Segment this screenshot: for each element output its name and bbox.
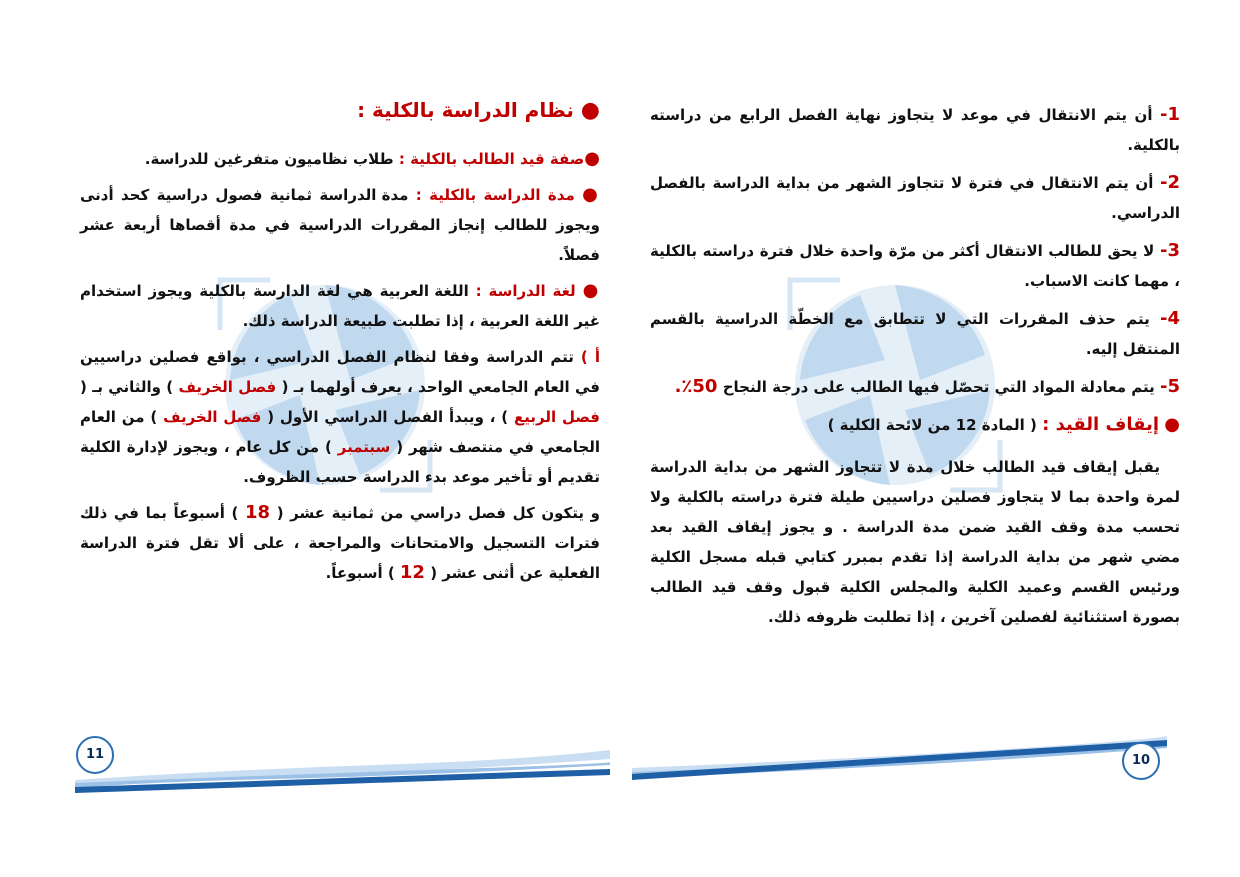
weeks-number: 18 <box>244 502 271 523</box>
list-item <box>80 180 600 270</box>
bullet-icon: ● <box>582 280 600 301</box>
pass-percentage: 50٪. <box>674 376 718 397</box>
bullet-icon: ● <box>580 98 600 123</box>
rule-item <box>650 304 1180 364</box>
item-label: صفة قيد الطالب بالكلية : <box>398 150 585 168</box>
left-heading <box>80 95 600 126</box>
right-page <box>620 0 1240 877</box>
bullet-icon: ● <box>1164 414 1180 435</box>
para-text: تتم الدراسة وفقا لنظام الفصل الدراسي ، بواقع فصلين دراسيين في العام الجامعي الواحد ، يعرف أولهما بـ ( <box>80 348 600 396</box>
para-text: ) أسبوعاً بما في ذلك فترات التسجيل والامتحانات والمراجعة ، على ألا تقل فترة الدراسة الفعلية عن أثنى عشر ( <box>80 504 600 582</box>
left-column <box>80 95 600 588</box>
right-column <box>650 100 1180 632</box>
paragraph-a <box>80 342 600 492</box>
rule-number: 4- <box>1159 308 1180 329</box>
bullet-icon: ● <box>582 184 600 205</box>
item-text: مدة الدراسة ثمانية فصول دراسية كحد أدنى ويجوز للطالب إنجاز المقررات الدراسية في مدة أقصاها أربعة عشر فصلاً. <box>80 186 600 264</box>
section-title: نظام الدراسة بالكلية : <box>357 98 574 122</box>
rule-item <box>650 100 1180 160</box>
rule-number: 3- <box>1159 240 1180 261</box>
suspension-text: يقبل إيقاف قيد الطالب خلال مدة لا تتجاوز الشهر من بداية الدراسة لمرة واحدة بما لا يتجاوز فصلين دراسيين طيلة فترة دراسته بالكلية ولا تحسب مدة وقف القيد ضمن مدة الدراسة . و يجوز إيقاف القيد بعد مضي شهر من بداية الدراسة إذا تقدم بمبرر كتابي قبله مسجل الكلية ورئيس القسم وعميد الكلية والمجلس الكلية قبول وقف قيد الطالب بصورة استثنائية لفصلين آخرين ، إذا تطلبت ظروفه ذلك. <box>650 458 1180 626</box>
suspension-heading <box>650 410 1180 440</box>
rule-item <box>650 236 1180 296</box>
rule-item <box>650 372 1180 402</box>
list-item <box>80 144 600 174</box>
term-fall: فصل الخريف <box>163 408 262 426</box>
para-text: ) والثاني بـ ( <box>80 378 174 396</box>
rule-item <box>650 168 1180 228</box>
footer-wave <box>75 735 610 795</box>
item-label: لغة الدراسة : <box>475 282 576 300</box>
item-label: مدة الدراسة بالكلية : <box>415 186 575 204</box>
para-text: ) ، ويبدأ الفصل الدراسي الأول ( <box>267 408 509 426</box>
list-item <box>80 276 600 336</box>
rule-text: يتم حذف المقررات التي لا تتطابق مع الخطّة الدراسية بالقسم المنتقل إليه. <box>650 310 1180 358</box>
footer-wave <box>632 728 1167 783</box>
rule-text: لا يحق للطالب الانتقال أكثر من مرّة واحدة خلال فترة دراسته بالكلية ، مهما كانت الاسباب. <box>650 242 1180 290</box>
rule-text: أن يتم الانتقال في موعد لا يتجاوز نهاية الفصل الرابع من دراسته بالكلية. <box>650 106 1180 154</box>
suspension-title: إيقاف القيد : <box>1042 414 1160 435</box>
term-spring: فصل الربيع <box>514 408 600 426</box>
item-text: طلاب نظاميون متفرغين للدراسة. <box>144 150 394 168</box>
paragraph-b <box>80 498 600 588</box>
bullet-icon: ● <box>584 148 600 169</box>
suspension-reference: ( المادة 12 من لائحة الكلية ) <box>827 416 1037 434</box>
rule-number: 5- <box>1159 376 1180 397</box>
para-marker: أ ) <box>580 348 600 366</box>
rule-number: 2- <box>1159 172 1180 193</box>
para-text: و يتكون كل فصل دراسي من ثمانية عشر ( <box>276 504 600 522</box>
para-text: ) أسبوعاً. <box>325 564 395 582</box>
term-fall: فصل الخريف <box>178 378 277 396</box>
para-text: ) من العام الجامعي في منتصف شهر ( <box>80 408 600 456</box>
para-text: ) من كل عام ، ويجوز لإدارة الكلية تقديم أو تأخير موعد بدء الدراسة حسب الظروف. <box>80 438 600 486</box>
rule-text: أن يتم الانتقال في فترة لا تتجاوز الشهر من بداية الدراسة بالفصل الدراسي. <box>650 174 1180 222</box>
page-number: 10 <box>1122 742 1160 780</box>
min-weeks-number: 12 <box>399 562 425 583</box>
month-september: سبتمبر <box>337 438 391 456</box>
rule-number: 1- <box>1159 104 1180 125</box>
rule-text: يتم معادلة المواد التي تحصّل فيها الطالب على درجة النجاح <box>722 378 1155 396</box>
item-text: اللغة العربية هي لغة الدارسة بالكلية ويجوز استخدام غير اللغة العربية ، إذا تطلبت طبيعة الدراسة ذلك. <box>80 282 600 330</box>
page-number: 11 <box>76 736 114 774</box>
